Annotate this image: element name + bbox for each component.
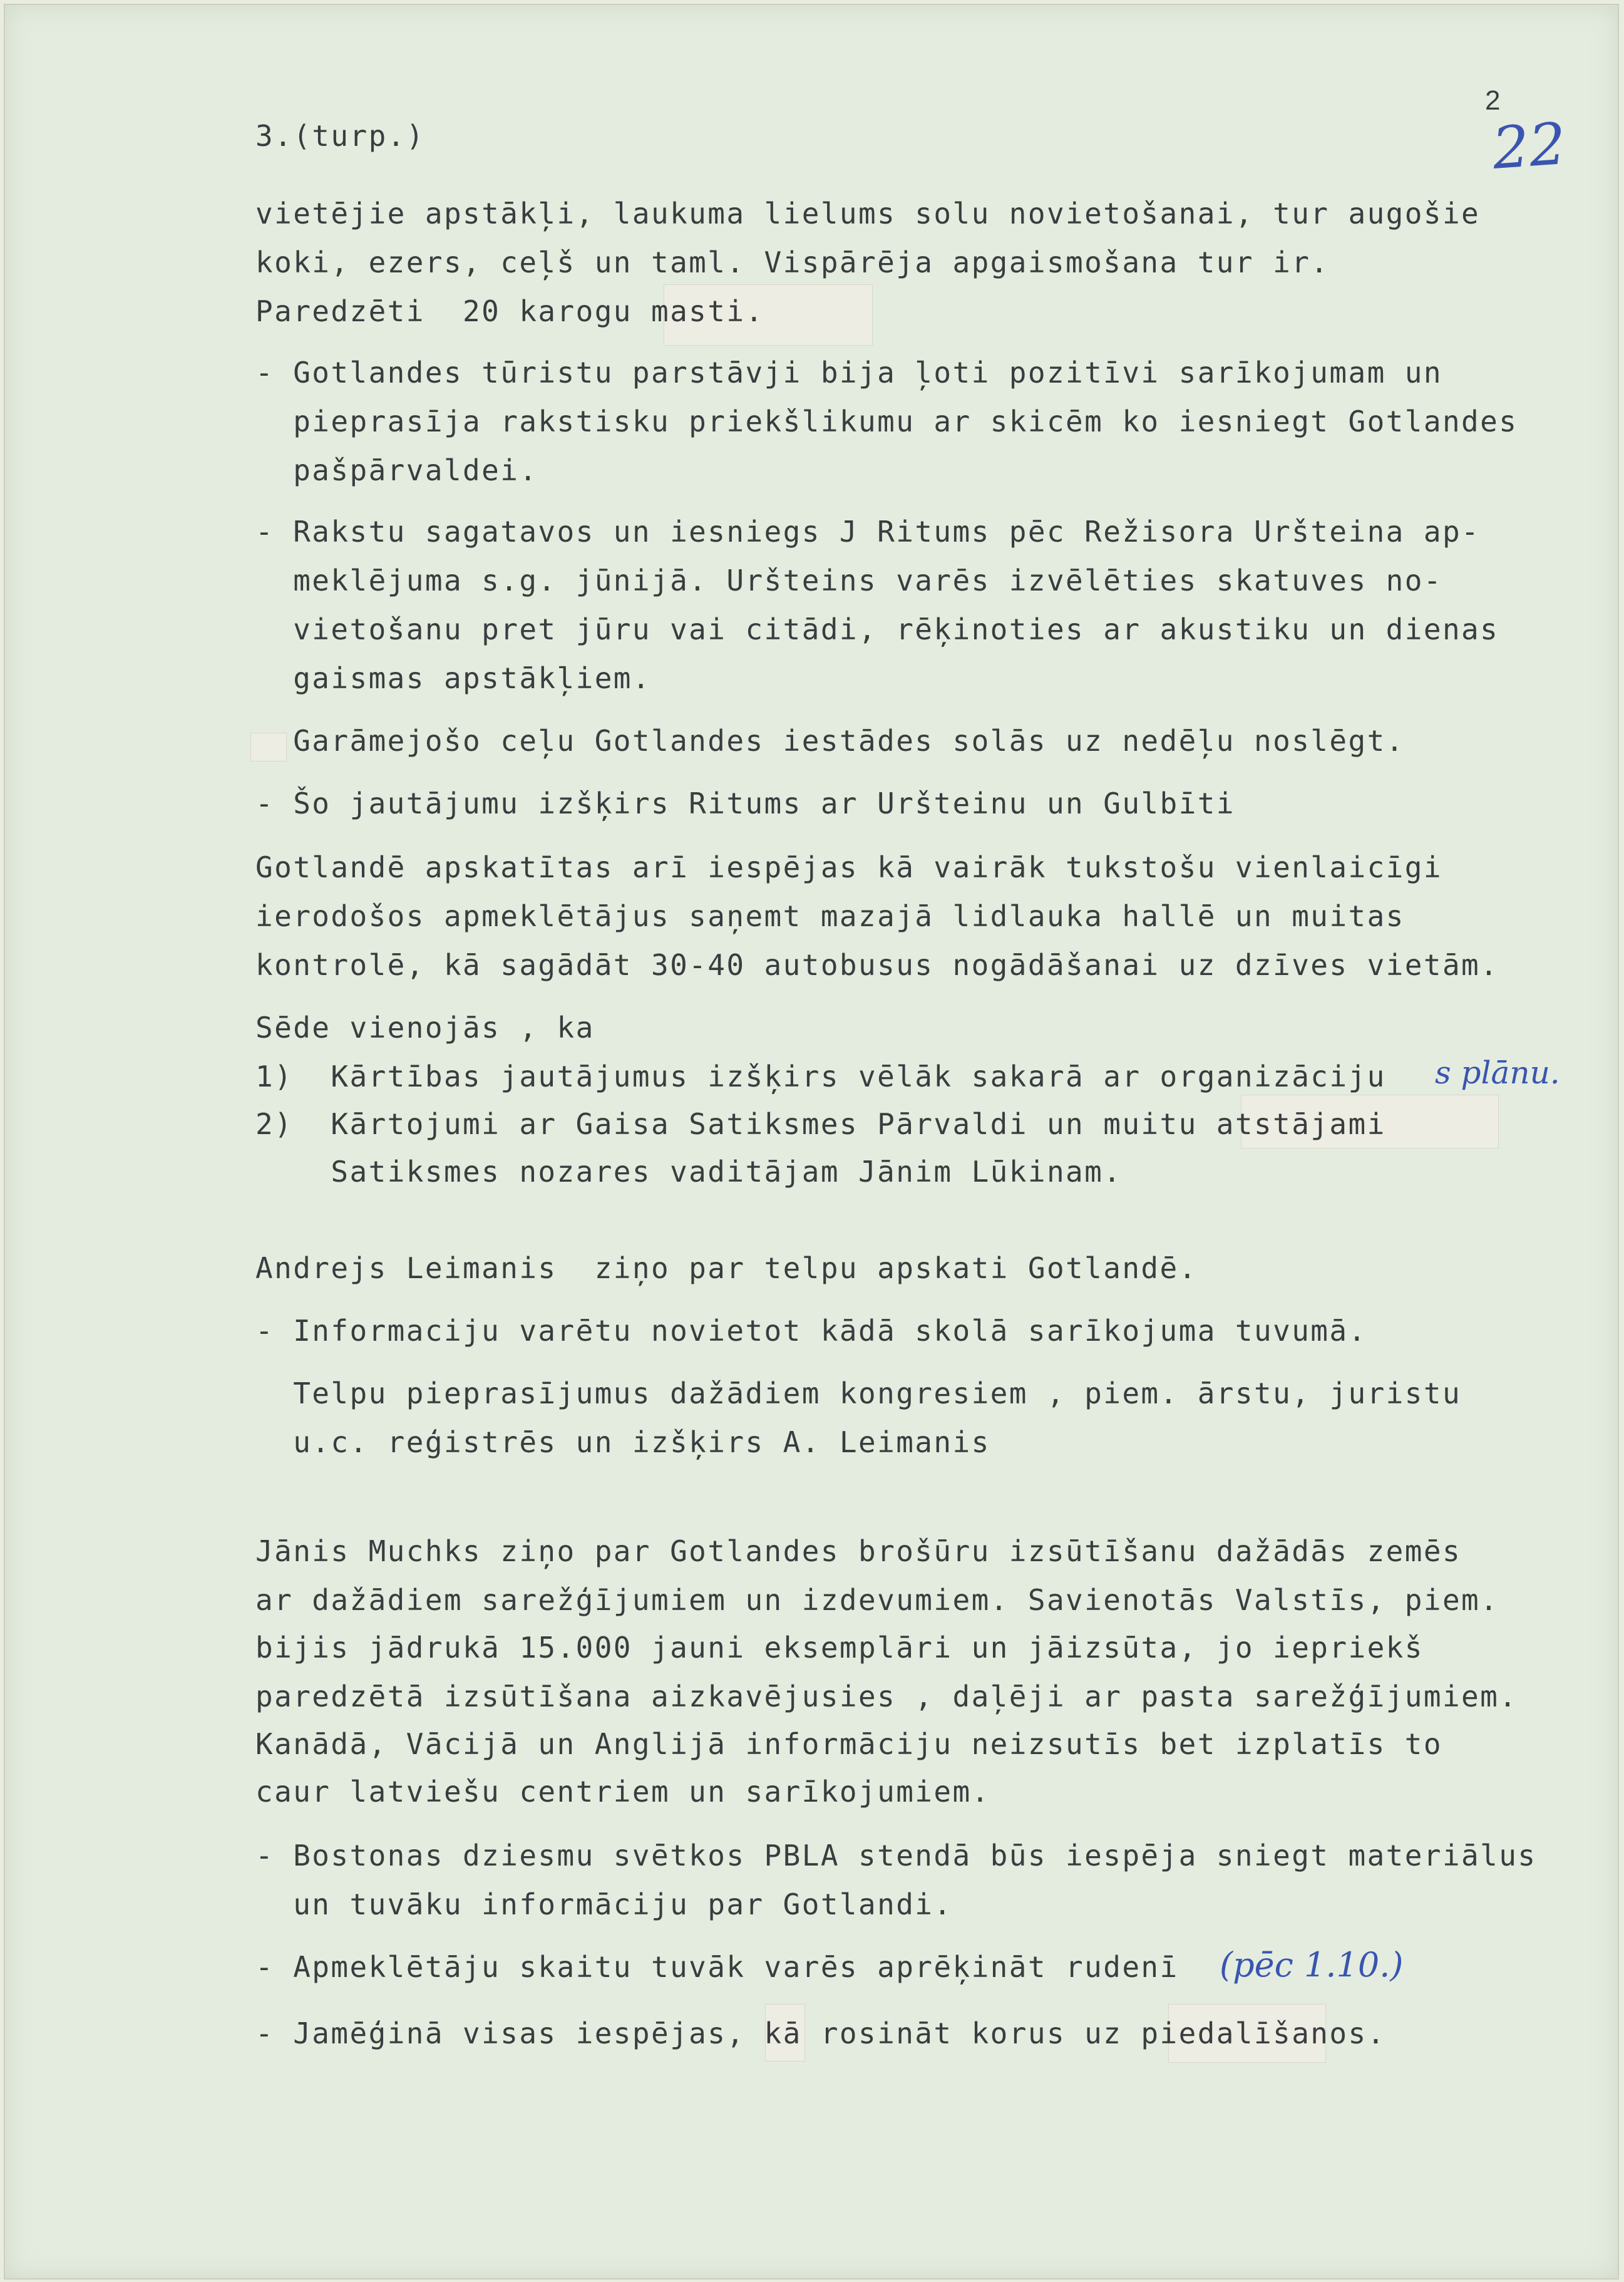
text-line: gaismas apstākļiem. [255, 661, 651, 695]
text-line: caur latviešu centriem un sarīkojumiem. [255, 1775, 990, 1809]
text-line: Gotlandē apskatītas arī iespējas kā vairāk tukstošu vienlaicīgi [255, 850, 1442, 884]
document-page [4, 4, 1619, 2279]
text-line: Andrejs Leimanis ziņo par telpu apskati Gotlandē. [255, 1251, 1198, 1285]
text-line: Kanādā, Vācijā un Anglijā informāciju neizsutīs bet izplatīs to [255, 1727, 1442, 1761]
text-line: - Informaciju varētu novietot kādā skolā sarīkojuma tuvumā. [255, 1314, 1367, 1348]
text-line: 2) Kārtojumi ar Gaisa Satiksmes Pārvaldi un muitu atstājami [255, 1107, 1386, 1141]
text-line: paredzētā izsūtīšana aizkavējusies , daļēji ar pasta sarežģījumiem. [255, 1680, 1518, 1713]
text-line: meklējuma s.g. jūnijā. Uršteins varēs izvēlēties skatuves no- [255, 564, 1442, 597]
text-line: Garāmejošo ceļu Gotlandes iestādes solās uz nedēļu noslēgt. [255, 724, 1405, 758]
text-line: Satiksmes nozares vaditājam Jānim Lūkinam. [255, 1155, 1123, 1189]
handwritten-note-plan: s plānu. [1435, 1055, 1560, 1091]
text-line: - Apmeklētāju skaitu tuvāk varēs aprēķināt rudenī [255, 1950, 1179, 1984]
text-line: un tuvāku informāciju par Gotlandi. [255, 1887, 953, 1921]
text-line: pašpārvaldei. [255, 453, 538, 487]
text-line: Sēde vienojās , ka [255, 1011, 595, 1045]
text-line: bijis jādrukā 15.000 jauni eksemplāri un jāizsūta, jo iepriekš [255, 1631, 1424, 1665]
section-heading: 3.(turp.) [255, 119, 425, 153]
text-line: - Jamēģinā visas iespējas, kā rosināt korus uz piedalīšanos. [255, 2016, 1386, 2050]
text-line: Jānis Muchks ziņo par Gotlandes brošūru izsūtīšanu dažādās zemēs [255, 1534, 1462, 1568]
text-line: ar dažādiem sarežģījumiem un izdevumiem. Savienotās Valstīs, piem. [255, 1583, 1499, 1617]
handwritten-folio-number: 22 [1490, 110, 1568, 182]
text-line: - Gotlandes tūristu parstāvji bija ļoti pozitīvi sarīkojumam un [255, 356, 1442, 390]
text-line: 1) Kārtības jautājumus izšķirs vēlāk sakarā ar organizāciju [255, 1060, 1386, 1093]
text-line: vietošanu pret jūru vai citādi, rēķinoties ar akustiku un dienas [255, 612, 1499, 646]
text-line: pieprasīja rakstisku priekšlikumu ar skicēm ko iesniegt Gotlandes [255, 405, 1518, 438]
text-line: Paredzēti 20 karogu masti. [255, 294, 764, 328]
text-line: Telpu pieprasījumus dažādiem kongresiem , piem. ārstu, juristu [255, 1376, 1462, 1410]
text-line: - Rakstu sagatavos un iesniegs J Ritums pēc Režisora Uršteina ap- [255, 515, 1481, 549]
text-line: vietējie apstākļi, laukuma lielums solu novietošanai, tur augošie [255, 197, 1481, 230]
handwritten-note-date: (pēc 1.10.) [1220, 1945, 1404, 1985]
text-line: - Šo jautājumu izšķirs Ritums ar Uršteinu un Gulbīti [255, 787, 1235, 820]
text-line: kontrolē, kā sagādāt 30-40 autobusus nogādāšanai uz dzīves vietām. [255, 948, 1499, 982]
text-line: u.c. reģistrēs un izšķirs A. Leimanis [255, 1425, 990, 1459]
text-line: koki, ezers, ceļš un taml. Vispārēja apgaismošana tur ir. [255, 245, 1330, 279]
text-line: - Bostonas dziesmu svētkos PBLA stendā būs iespēja sniegt materiālus [255, 1839, 1537, 1872]
text-line: ierodošos apmeklētājus saņemt mazajā lidlauka hallē un muitas [255, 899, 1405, 933]
page-number: 2 [1485, 85, 1501, 116]
